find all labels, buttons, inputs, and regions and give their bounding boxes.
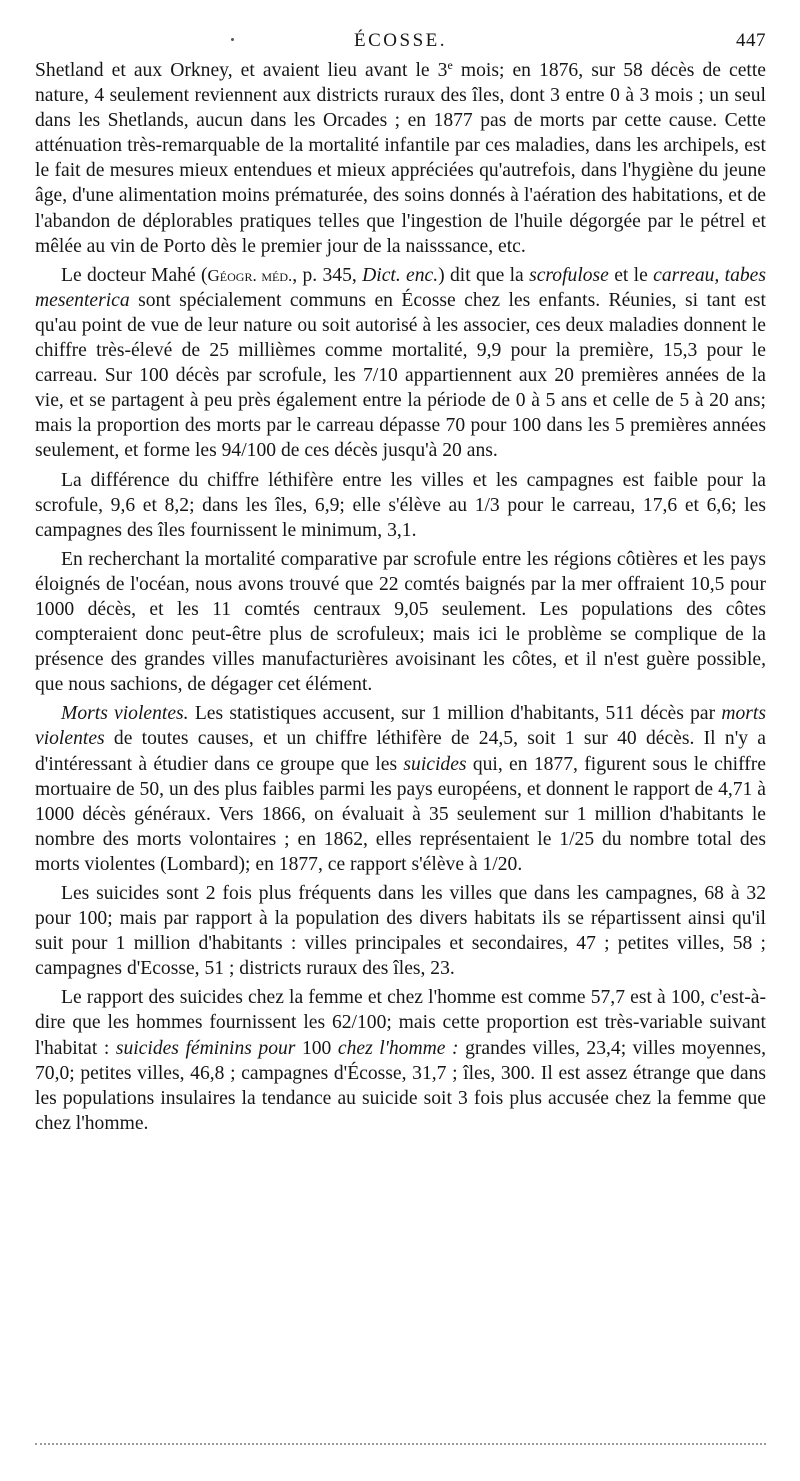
- paragraph-1-text-b: mois; en 1876, sur 58 décès de cette nature, 4 seulement reviennent aux districts ruraux des îles, dont 3 entre 0 à 3 mois ; un seul dans les Shetlands, aucun dans les Orcades ; en 1877 pas de morts par cette cause. Cette atténuation très-remarquable de la mortalité infantile par ces maladies, dans les archipels, est le fait de mesures mieux entendues et mieux appréciées qu'autrefois, dans l'hygiène du jeune âge, d'une alimentation moins prématurée, des soins donnés à l'aération des habitations, et de l'abandon de déplorables pratiques telles que l'ingestion de l'huile dégorgée par le pétrel et mêlée au vin de Porto dès le premier jour de la naisssance, etc.: [35, 60, 766, 257]
- paragraph-7-text-c: grandes villes, 23,4; villes moyennes, 70,0; petites villes, 46,8 ; campagnes d'Écosse, 31,7 ; îles, 300. Il est assez étrange que dans les populations insulaires la tendance au suicide soit 3 fois plus accusée chez la femme que chez l'homme.: [35, 1037, 767, 1134]
- paragraph-2-text-e: sont spécialement communs en Écosse chez les enfants. Réunies, si tant est qu'au point de vue de leur nature ou soit autorisé à les associer, ces deux maladies donnent le chiffre très-élevé de 25 millièmes comme mortalité, 9,9 pour la première, 15,3 pour le carreau. Sur 100 décès par scrofule, les 7/10 appartiennent aux 20 premières années de la vie, et se partagent à peu près également entre la période de 0 à 5 ans et celle de 5 à 20 ans; mais la proportion des morts par le carreau dépasse 70 pour 100 dans les 5 premières années seulement, et forme les 94/100 de ces décès jusqu'à 20 ans.: [35, 289, 766, 462]
- paragraph-2-italic-1: Dict. enc.: [362, 264, 439, 286]
- paragraph-2-text-b: , p. 345,: [292, 264, 363, 286]
- paragraph-7-italic-2: chez l'homme :: [337, 1037, 459, 1059]
- paragraph-7-text-b: 100: [295, 1037, 338, 1059]
- running-title: ÉCOSSE.: [354, 30, 447, 51]
- page-header: [35, 28, 766, 56]
- text-body: [35, 58, 766, 1136]
- paragraph-2-italic-3: carreau, tabes mesenterica: [35, 264, 767, 311]
- paragraph-6: Les suicides sont 2 fois plus fréquents dans les villes que dans les campagnes, 68 à 32 pour 100; mais par rapport à la population des divers habitats ils se répartissent ainsi qu'il suit pour 1 million d'habitants : villes principales et secondaires, 47 ; petites villes, 58 ; campagnes d'Ecosse, 51 ; districts ruraux des îles, 23.: [35, 883, 766, 980]
- paragraph-1: [35, 58, 766, 259]
- paragraph-5-text-b: de toutes causes, et un chiffre léthifère de 24,5, soit 1 sur 40 décès. Il n'y a d'intéressant à étudier dans ce groupe que les: [35, 728, 766, 775]
- paragraph-5-text-a: Les statistiques accusent, sur 1 million d'habitants, 511 décès par: [188, 703, 722, 725]
- paragraph-7: [35, 985, 766, 1136]
- paragraph-5-text-c: qui, en 1877, figurent sous le chiffre mortuaire de 50, un des plus faibles parmi les pays européens, et donnent le rapport de 4,71 à 1000 décès généraux. Vers 1866, on évaluait à 35 seulement sur 1 million d'habitants le nombre des morts volontaires ; en 1862, elles représentaient le 1/25 du nombre total des morts violentes (Lombard); en 1877, ce rapport s'élève à 1/20.: [35, 753, 766, 875]
- paragraph-2-text-d: et le: [608, 264, 654, 286]
- paragraph-1-text-a: Shetland et aux Orkney, et avaient lieu avant le 3: [35, 60, 448, 81]
- paragraph-2-small-caps: Géogr. méd.: [207, 265, 293, 285]
- paragraph-5-italic-2: morts violentes: [35, 703, 767, 750]
- paragraph-7-text-a: Le rapport des suicides chez la femme et chez l'homme est comme 57,7 est à 100, c'est-à-dire que les hommes fournissent les 62/100; mais cette proportion est très-variable suivant l'habitat :: [35, 987, 766, 1059]
- paragraph-2-text-a: Le docteur Mahé (: [61, 264, 208, 286]
- paragraph-1-superscript: e: [447, 58, 453, 72]
- paragraph-2-italic-2: scrofulose: [529, 264, 609, 286]
- page-number: 447: [736, 30, 766, 51]
- paragraph-7-italic-1: suicides féminins pour: [115, 1037, 296, 1059]
- footer-dotted-rule: [35, 1443, 766, 1445]
- paragraph-3: La différence du chiffre léthifère entre les villes et les campagnes est faible pour la scrofule, 9,6 et 8,2; dans les îles, 6,9; elle s'élève au 1/3 pour le carreau, 17,6 et 6,6; les campagnes des îles fournissent le minimum, 3,1.: [35, 469, 766, 541]
- paragraph-5: [35, 701, 766, 877]
- paragraph-2: [35, 263, 766, 464]
- paragraph-2-text-c: ) dit que la: [438, 264, 530, 286]
- paragraph-5-italic-heading: Morts violentes.: [61, 703, 189, 725]
- paragraph-5-italic-3: suicides: [403, 753, 467, 775]
- paragraph-4: En recherchant la mortalité comparative par scrofule entre les régions côtières et les pays éloignés de l'océan, nous avons trouvé que 22 comtés baignés par la mer offraient 10,5 pour 1000 décès, et les 11 comtés centraux 9,05 seulement. Les populations des côtes compteraient donc peut-être plus de scrofuleux; mais ici le problème se complique de la présence des grandes villes manufacturières avoisinant les côtes, et il n'est guère possible, que nous sachions, de dégager cet élément.: [35, 548, 766, 696]
